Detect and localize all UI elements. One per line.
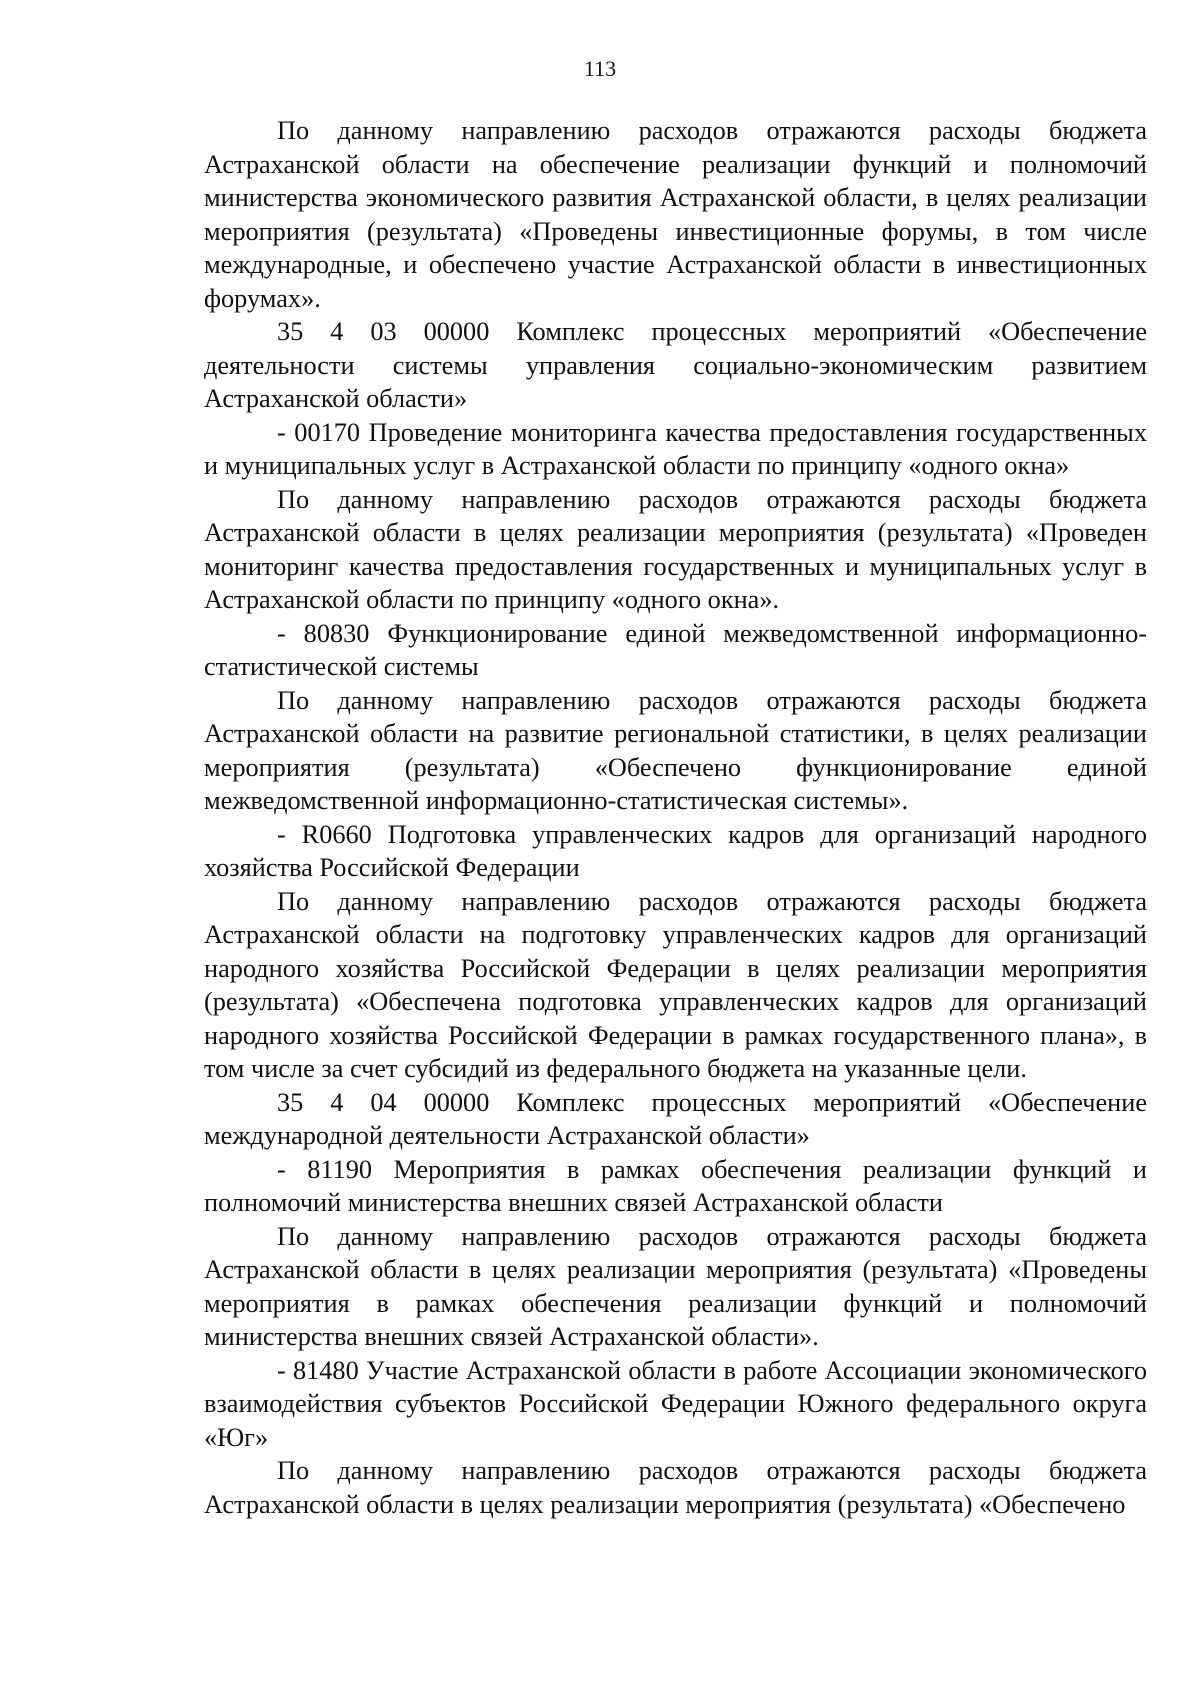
paragraph-code-80830-description: По данному направлению расходов отражаются расходы бюджета Астраханской области на развитие региональной статистики, в целях реализации мероприятия (результата) «Обеспечено функционирование единой межведомственной информационно-статистическая системы». bbox=[204, 685, 1147, 815]
document-body bbox=[204, 114, 1147, 1521]
paragraph-code-81190-description: По данному направлению расходов отражаются расходы бюджета Астраханской области в целях реализации мероприятия (результата) «Проведены мероприятия в рамках обеспечения реализации функций и полномочий министерства внешних связей Астраханской области». bbox=[204, 1221, 1147, 1351]
paragraph-code-00170: - 00170 Проведение мониторинга качества предоставления государственных и муниципальных услуг в Астраханской области по принципу «одного окна» bbox=[204, 417, 1147, 480]
paragraph-program-35-4-04: 35 4 04 00000 Комплекс процессных мероприятий «Обеспечение международной деятельности Астраханской области» bbox=[204, 1087, 1147, 1150]
paragraph-code-00170-description: По данному направлению расходов отражаются расходы бюджета Астраханской области в целях реализации мероприятия (результата) «Проведен мониторинг качества предоставления государственных и муниципальных услуг в Астраханской области по принципу «одного окна». bbox=[204, 484, 1147, 614]
paragraph-ministry-economic-development-funding: По данному направлению расходов отражаются расходы бюджета Астраханской области на обеспечение реализации функций и полномочий министерства экономического развития Астраханской области, в целях реализации мероприятия (результата) «Проведены инвестиционные форумы, в том числе международные, и обеспечено участие Астраханской области в инвестиционных форумах». bbox=[204, 116, 1147, 313]
paragraph-code-80830: - 80830 Функционирование единой межведомственной информационно-статистической системы bbox=[204, 618, 1147, 681]
page-number: 113 bbox=[583, 56, 617, 81]
paragraph-code-81480: - 81480 Участие Астраханской области в работе Ассоциации экономического взаимодействия субъектов Российской Федерации Южного федерального округа «Юг» bbox=[204, 1355, 1147, 1452]
paragraph-code-r0660: - R0660 Подготовка управленческих кадров для организаций народного хозяйства Российской Федерации bbox=[204, 819, 1147, 882]
paragraph-code-r0660-description: По данному направлению расходов отражаются расходы бюджета Астраханской области на подготовку управленческих кадров для организаций народного хозяйства Российской Федерации в целях реализации мероприятия (результата) «Обеспечена подготовка управленческих кадров для организаций народного хозяйства Российской Федерации в рамках государственного плана», в том числе за счет субсидий из федерального бюджета на указанные цели. bbox=[204, 886, 1147, 1083]
paragraph-program-35-4-03: 35 4 03 00000 Комплекс процессных мероприятий «Обеспечение деятельности системы управления социально-экономическим развитием Астраханской области» bbox=[204, 317, 1147, 413]
paragraph-code-81190: - 81190 Мероприятия в рамках обеспечения реализации функций и полномочий министерства внешних связей Астраханской области bbox=[204, 1154, 1147, 1217]
paragraph-code-81480-description: По данному направлению расходов отражаются расходы бюджета Астраханской области в целях реализации мероприятия (результата) «Обеспечено bbox=[204, 1456, 1147, 1519]
